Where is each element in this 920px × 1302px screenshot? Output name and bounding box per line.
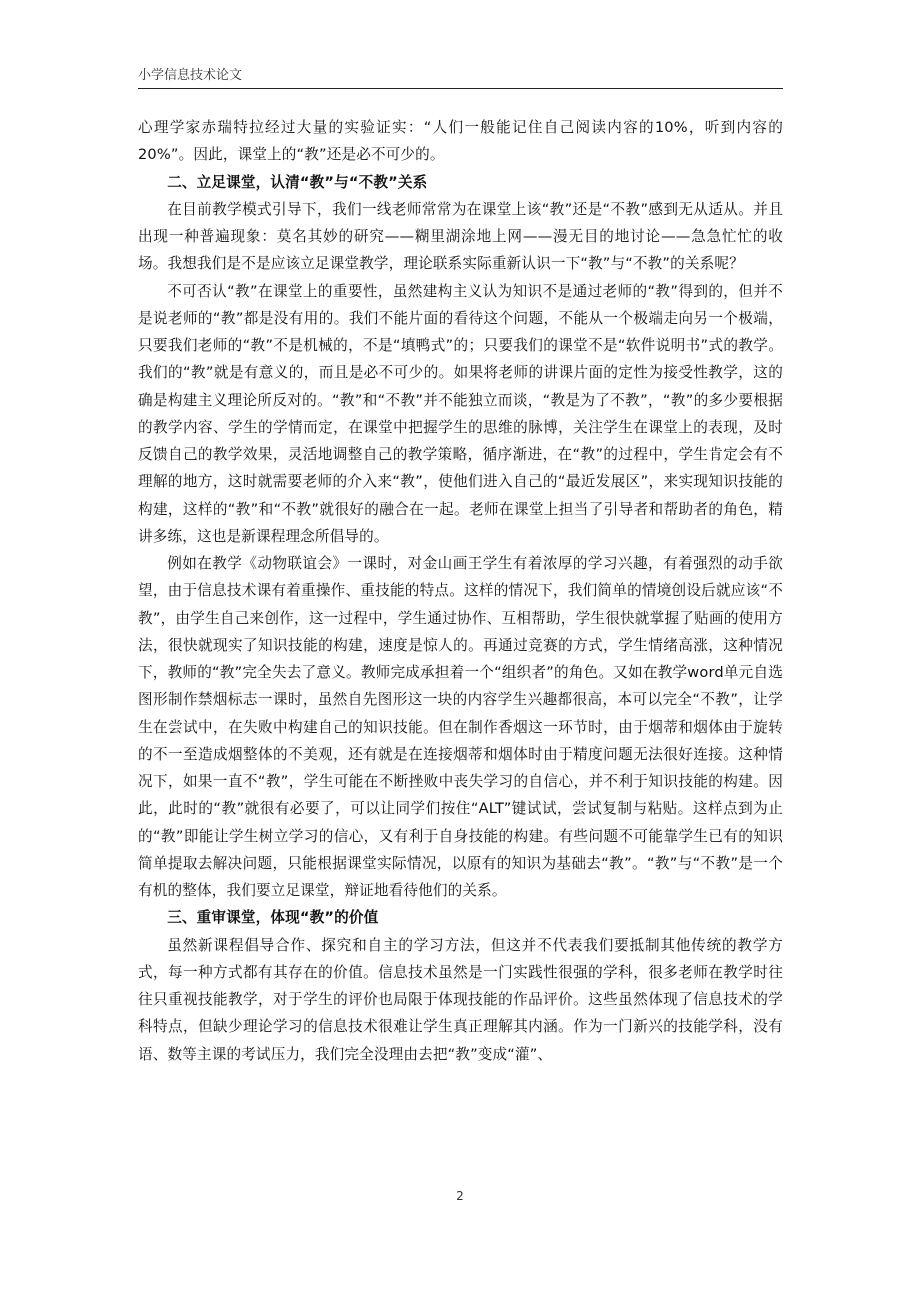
paragraph-value-of-teaching: 虽然新课程倡导合作、探究和自主的学习方法，但这并不代表我们要抵制其他传统的教学方式，每一种方式都有其存在的价值。信息技术虽然是一门实践性很强的学科，很多老师在教学时往往只重视技能教学，对于学生的评价也局限于体现技能的作品评价。这些虽然体现了信息技术的学科特点，但缺少理论学习的信息技术很难让学生真正理解其内涵。作为一门新兴的技能学科，没有语、数等主课的考试压力，我们完全没理由去把“教”变成“灌”、 — [138, 936, 783, 1063]
page-number: 2 — [456, 1189, 464, 1203]
page-header-title: 小学信息技术论文 — [138, 68, 243, 83]
document-body — [138, 114, 783, 1068]
paragraph-intro-continued: 心理学家赤瑞特拉经过大量的实验证实：“人们一般能记住自己阅读内容的10%，听到内容的20%”。因此，课堂上的“教”还是必不可少的。 — [138, 119, 783, 164]
paragraph-teaching-mode: 在目前教学模式引导下，我们一线老师常常为在课堂上该“教”还是“不教”感到无从适从。并且出现一种普遍现象：莫名其妙的研究——糊里湖涂地上网——漫无目的地讨论——急急忙忙的收场。我想我们是不是应该立足课堂教学，理论联系实际重新认识一下“教”与“不教”的关系呢？ — [138, 200, 783, 273]
paragraph-importance-of-teaching: 不可否认“教”在课堂上的重要性，虽然建构主义认为知识不是通过老师的“教”得到的，但并不是说老师的“教”都是没有用的。我们不能片面的看待这个问题，不能从一个极端走向另一个极端，只要我们老师的“教”不是机械的，不是“填鸭式”的；只要我们的课堂不是“软件说明书”式的教学。我们的“教”就是有意义的，而且是必不可少的。如果将老师的讲课片面的定性为接受性教学，这的确是构建主义理论所反对的。“教”和“不教”并不能独立而谈，“教是为了不教”，“教”的多少要根据的教学内容、学生的学情而定，在课堂中把握学生的思维的脉博，关注学生在课堂上的表现，及时反馈自己的教学效果，灵活地调整自己的教学策略，循序渐进，在“教”的过程中，学生肯定会有不理解的地方，这时就需要老师的介入来“教”，使他们进入自己的“最近发展区”，来实现知识技能的构建，这样的“教”和“不教”就很好的融合在一起。老师在课堂上担当了引导者和帮助者的角色，精讲多练，这也是新课程理念所倡导的。 — [138, 282, 783, 545]
paragraph-examples: 例如在教学《动物联谊会》一课时，对金山画王学生有着浓厚的学习兴趣，有着强烈的动手欲望，由于信息技术课有着重操作、重技能的特点。这样的情况下，我们简单的情境创设后就应该“不教”，由学生自己来创作，这一过程中，学生通过协作、互相帮助，学生很快就掌握了贴画的使用方法，很快就现实了知识技能的构建，速度是惊人的。再通过竞赛的方式，学生情绪高涨，这种情况下，教师的“教”完全失去了意义。教师完成承担着一个“组织者”的角色。又如在教学word单元自选图形制作禁烟标志一课时，虽然自先图形这一块的内容学生兴趣都很高，本可以完全“不教”，让学生在尝试中，在失败中构建自己的知识技能。但在制作香烟这一环节时，由于烟蒂和烟体由于旋转的不一至造成烟整体的不美观，还有就是在连接烟蒂和烟体时由于精度问题无法很好连接。这种情况下，如果一直不“教”，学生可能在不断挫败中丧失学习的自信心，并不利于知识技能的构建。因此，此时的“教”就很有必要了，可以让同学们按住“ALT”键试试，尝试复制与粘贴。这样点到为止的“教”即能让学生树立学习的信心，又有利于自身技能的构建。有些问题不可能靠学生已有的知识简单提取去解决问题，只能根据课堂实际情况，以原有的知识为基础去“教”。“教”与“不教”是一个有机的整体，我们要立足课堂，辩证地看待他们的关系。 — [138, 555, 783, 899]
header-divider — [138, 88, 783, 89]
section-heading-3: 三、重审课堂，体现“教”的价值 — [167, 909, 379, 927]
section-heading-2: 二、立足课堂，认清“教”与“不教”关系 — [167, 173, 428, 191]
